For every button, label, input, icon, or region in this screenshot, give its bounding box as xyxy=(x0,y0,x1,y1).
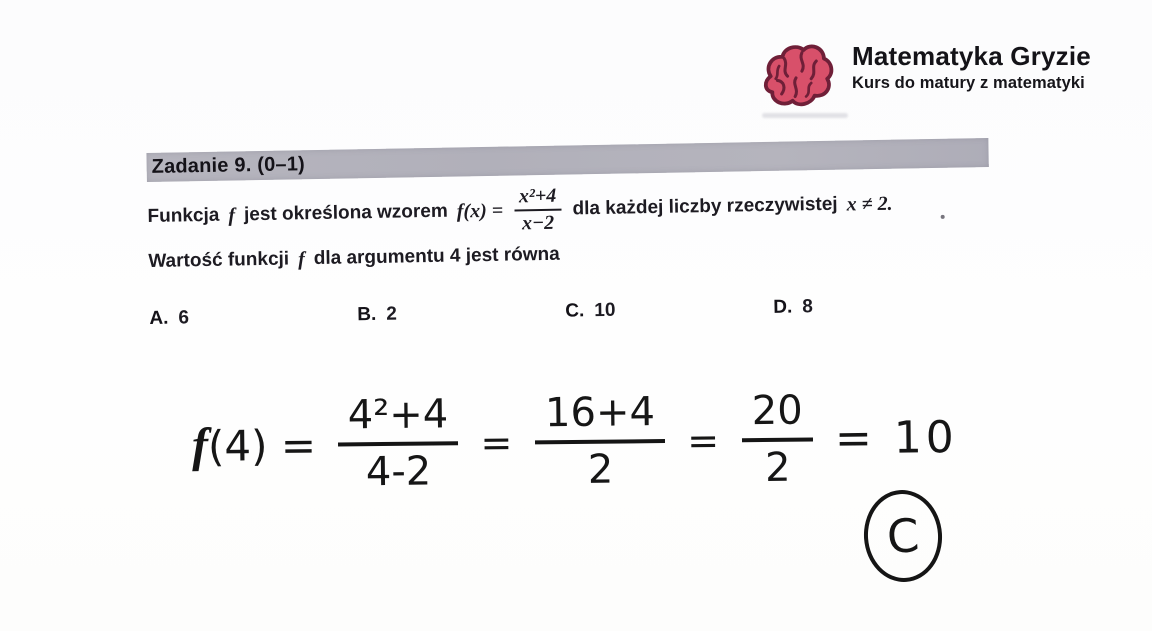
answer-d-label: D. xyxy=(773,296,793,318)
answer-a-value: 6 xyxy=(178,307,190,329)
solution-f-symbol: f xyxy=(191,418,209,473)
answer-b-value: 2 xyxy=(386,303,398,325)
brain-icon xyxy=(752,34,840,110)
answer-c-value: 10 xyxy=(594,299,616,322)
solution-equals-2: = xyxy=(686,417,721,463)
solution-frac2-numerator: 16+4 xyxy=(535,391,665,444)
statement-condition: x ≠ 2. xyxy=(846,192,893,216)
answer-a-label: A. xyxy=(149,307,169,329)
handwritten-solution xyxy=(192,388,959,495)
task-header: Zadanie 9. (0–1) xyxy=(151,153,306,178)
answer-option-c xyxy=(565,297,773,323)
brain-icon-svg xyxy=(752,34,840,110)
answer-option-b xyxy=(357,301,565,327)
statement-part1: Funkcja xyxy=(147,204,220,228)
solution-frac1-denominator: 4-2 xyxy=(365,448,432,496)
circled-answer: C xyxy=(861,487,945,584)
answer-options xyxy=(149,292,1029,330)
brand-subtitle: Kurs do matury z matematyki xyxy=(852,73,1085,92)
answer-option-a xyxy=(149,304,357,330)
solution-frac1-numerator: 4²+4 xyxy=(338,393,459,446)
question-f-symbol: f xyxy=(297,247,305,270)
answer-b-label: B. xyxy=(357,303,377,326)
brand-logo xyxy=(752,34,1091,110)
fraction-denominator: x−2 xyxy=(521,211,555,235)
statement-f-symbol: f xyxy=(228,203,236,227)
brand-text xyxy=(852,42,1091,93)
scan-artifact-dot xyxy=(941,215,945,219)
fraction-numerator: x²+4 xyxy=(514,185,562,212)
solution-result: = 10 xyxy=(834,411,959,465)
solution-fraction-1 xyxy=(338,391,459,496)
solution-fraction-2 xyxy=(535,391,666,491)
answer-d-value: 8 xyxy=(802,296,814,318)
scan-smudge xyxy=(762,113,848,118)
task-block xyxy=(146,137,1029,330)
solution-frac2-denominator: 2 xyxy=(587,446,614,493)
question-part1: Wartość funkcji xyxy=(148,248,290,272)
formula-lhs: f(x) = xyxy=(456,199,504,222)
statement-part3: dla każdej liczby rzeczywistej xyxy=(572,193,838,220)
answer-c-label: C. xyxy=(565,300,585,322)
solution-lhs xyxy=(192,417,317,473)
solution-frac3-denominator: 2 xyxy=(764,444,791,492)
solution-lhs-rest: (4) = xyxy=(207,420,317,471)
formula-fraction xyxy=(514,185,562,236)
brand-title: Matematyka Gryzie xyxy=(852,41,1091,71)
solution-frac3-numerator: 20 xyxy=(742,390,813,443)
question-part2: dla argumentu 4 jest równa xyxy=(313,243,560,270)
statement-part2: jest określona wzorem xyxy=(243,200,448,226)
solution-fraction-3 xyxy=(742,387,814,492)
answer-option-d xyxy=(773,293,981,319)
solution-equals-1: = xyxy=(480,420,514,465)
